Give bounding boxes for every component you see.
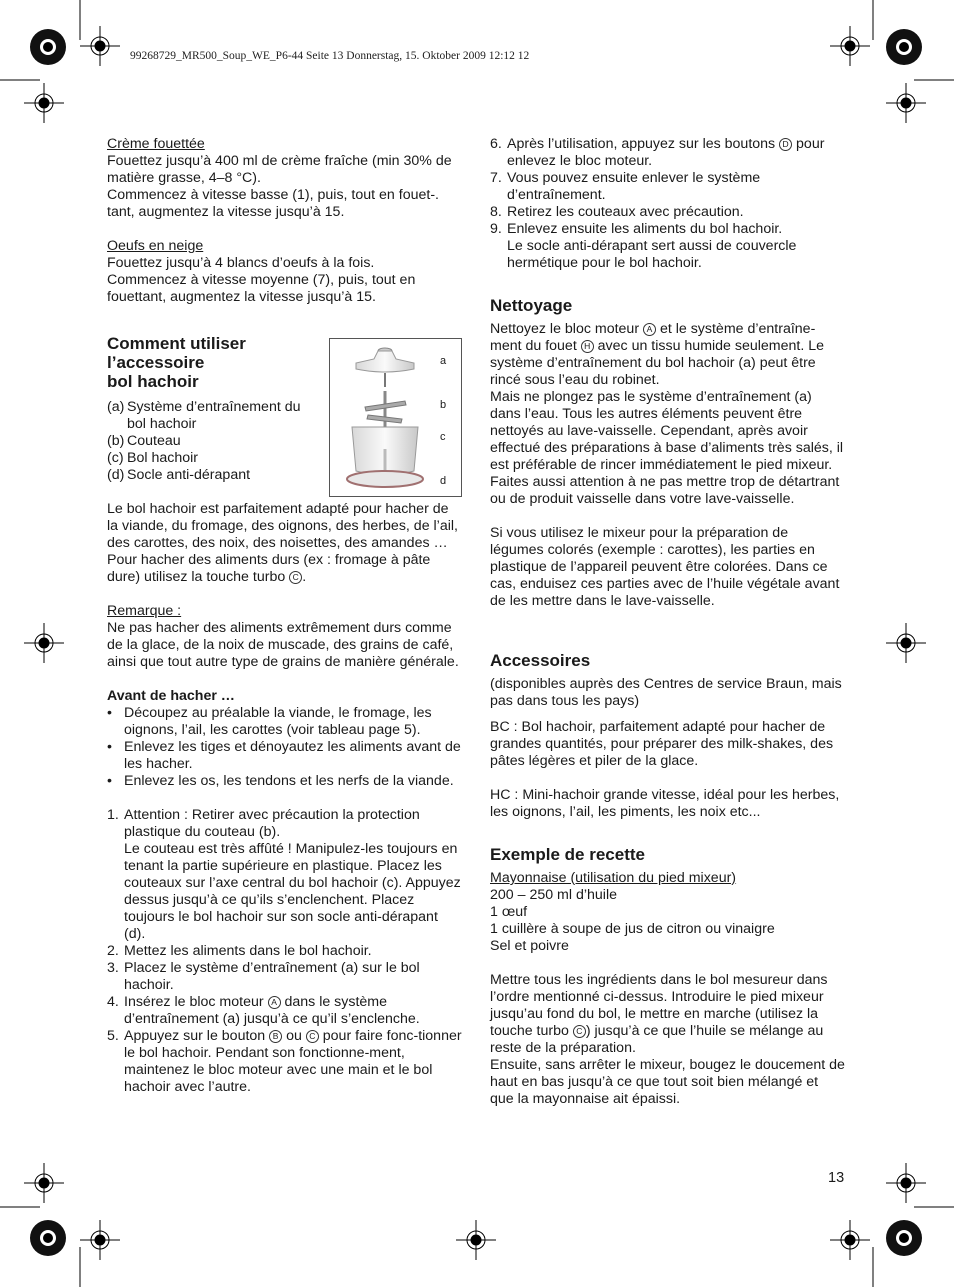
bol-section-heading bbox=[107, 334, 317, 484]
intro-1: Le bol hachoir est parfaitement adapté pour hacher de la viande, du fromage, des oignons, des herbes, de l’ail, des carottes, des noix, des noisettes, des amandes … bbox=[107, 501, 458, 551]
avant-title: Avant de hacher … bbox=[107, 688, 235, 704]
creme-title: Crème fouettée bbox=[107, 136, 205, 152]
accessoires-title: Accessoires bbox=[490, 651, 591, 670]
step-9: 9. Enlevez ensuite les aliments du bol hachoir. Le socle anti-dérapant sert aussi de couvercle hermétique pour le bol hachoir. bbox=[490, 221, 797, 271]
ingredient-3: 1 cuillère à soupe de jus de citron ou vinaigre bbox=[490, 921, 775, 937]
step-7: 7. Vous pouvez ensuite enlever le système d’entraînement. bbox=[490, 170, 761, 203]
button-c-symbol: C bbox=[306, 1030, 319, 1043]
nettoyage-title: Nettoyage bbox=[490, 296, 573, 315]
step-1: 1. Attention : Retirer avec précaution la protection plastique du couteau (b). Le couteau est très affûté ! Manipulez-les toujours en tenant la partie supérieure en plastique. Placez les couteaux sur l’axe central du bol hachoir (c). Appuyez dessus jusqu’à ce qu’ils s’enclenchent. Placez toujours le bol hachoir sur son socle anti-dérapant (d). bbox=[107, 807, 461, 942]
step-3: 3. Placez le système d’entraînement (a) sur le bol hachoir. bbox=[107, 960, 420, 993]
recette-1: Mettre tous les ingrédients dans le bol mesureur dans l’ordre mentionné ci-dessus. Introduire le pied mixeur jusqu’au fond du bol, le mettre en marche (utilisez la touche turbo C ) jusqu’à ce que l’huile se mélange au reste de la préparation. bbox=[490, 972, 828, 1056]
fig-label-d: d bbox=[440, 475, 447, 487]
recette-subtitle: Mayonnaise (utilisation du pied mixeur) bbox=[490, 870, 737, 886]
step-5: 5. Appuyez sur le bouton B ou C pour faire fonc-tionner le bol hachoir. Pendant son fonctionne-ment, maintenez le bloc moteur avec une main et le bol hachoir avec l’autre. bbox=[107, 1028, 462, 1095]
page-number: 13 bbox=[828, 1170, 845, 1186]
button-h-symbol: H bbox=[581, 340, 594, 353]
oeufs-title: Oeufs en neige bbox=[107, 238, 204, 254]
step-4: 4. Insérez le bloc moteur A dans le système d’entraînement (a) jusqu’à ce qu’il s’enclenche. bbox=[107, 994, 420, 1027]
bol-title-line-3: bol hachoir bbox=[107, 372, 199, 391]
bol-title-line-1: Comment utiliser bbox=[107, 334, 246, 353]
ingredient-4: Sel et poivre bbox=[490, 938, 569, 954]
chopper-figure bbox=[329, 338, 462, 497]
file-header: 99268729_MR500_Soup_WE_P6-44 Seite 13 Donnerstag, 15. Oktober 2009 12:12 12 bbox=[130, 50, 530, 62]
right-column bbox=[490, 136, 845, 1108]
fig-label-c: c bbox=[440, 431, 446, 443]
creme-body-1: Fouettez jusqu’à 400 ml de crème fraîche (min 30% de matière grasse, 4–8 °C). bbox=[107, 153, 452, 186]
part-b: (b) Couteau bbox=[107, 433, 181, 449]
bullet-2: • Enlevez les tiges et dénoyautez les aliments avant de les hacher. bbox=[107, 739, 461, 772]
oeufs-body-1: Fouettez jusqu’à 4 blancs d’oeufs à la fois. bbox=[107, 255, 375, 271]
button-c-symbol: C bbox=[289, 571, 302, 584]
fig-label-a: a bbox=[440, 355, 447, 367]
creme-body-2: Commencez à vitesse basse (1), puis, tout en fouet-. tant, augmentez la vitesse jusqu’à 15. bbox=[107, 187, 439, 220]
button-a-symbol: A bbox=[643, 323, 656, 336]
nettoyage-2: Mais ne plongez pas le système d’entraînement (a) dans l’eau. Tous les autres éléments peuvent être nettoyés au lave-vaisselle. Cependant, après avoir effectué des préparations à base d’aliments très salés, il est préférable de rincer immédiatement le pied mixeur. Faites aussi attention à ne pas mettre trop de détartrant ou de produit vaisselle dans votre lave-vaisselle. bbox=[490, 389, 844, 507]
ingredient-2: 1 œuf bbox=[490, 904, 528, 920]
button-b-symbol: B bbox=[269, 1030, 282, 1043]
nettoyage-1: Nettoyez le bloc moteur A et le système d’entraîne-ment du fouet H avec un tissu humide seulement. Le système d’entraînement du bol hachoir (a) peut être rincé sous l’eau du robinet. bbox=[490, 321, 825, 388]
button-c-symbol: C bbox=[573, 1025, 586, 1038]
nettoyage-3: Si vous utilisez le mixeur pour la préparation de légumes colorés (exemple : carottes), les parties en plastique de l’appareil peuvent être colorées. Dans ce cas, enduisez ces parties avec de l’huile végétale avant de les mettre dans le lave-vaisselle. bbox=[490, 525, 840, 609]
fig-label-b: b bbox=[440, 399, 447, 411]
bol-title-line-2: l’accessoire bbox=[107, 353, 205, 372]
part-a: (a) Système d’entraînement du bol hachoir bbox=[107, 399, 301, 432]
left-column-lower bbox=[107, 501, 462, 1096]
accessoires-intro: (disponibles auprès des Centres de service Braun, mais pas dans tous les pays) bbox=[490, 676, 842, 709]
remarque-body: Ne pas hacher des aliments extrêmement durs comme de la glace, de la noix de muscade, des grains de café, ainsi que tout autre type de grains de manière générale. bbox=[107, 620, 459, 670]
button-a-symbol: A bbox=[268, 996, 281, 1009]
accessoires-bc: BC : Bol hachoir, parfaitement adapté pour hacher de grandes quantités, pour préparer des milk-shakes, des pâtes légères et piler de la glace. bbox=[490, 719, 834, 769]
remarque-title: Remarque : bbox=[107, 603, 182, 619]
ingredient-1: 200 – 250 ml d’huile bbox=[490, 887, 617, 903]
oeufs-body-2: Commencez à vitesse moyenne (7), puis, tout en fouettant, augmentez la vitesse jusqu’à 15. bbox=[107, 272, 416, 305]
step-2: 2. Mettez les aliments dans le bol hachoir. bbox=[107, 943, 372, 959]
accessoires-hc: HC : Mini-hachoir grande vitesse, idéal pour les herbes, les oignons, l’ail, les piments, les noix etc... bbox=[490, 787, 840, 820]
bullet-1: • Découpez au préalable la viande, le fromage, les oignons, l’ail, les carottes (voir tableau page 5). bbox=[107, 705, 432, 738]
step-6: 6. Après l’utilisation, appuyez sur les boutons D pour enlevez le bloc moteur. bbox=[490, 136, 825, 169]
recette-title: Exemple de recette bbox=[490, 845, 645, 864]
part-d: (d) Socle anti-dérapant bbox=[107, 467, 251, 483]
step-8: 8. Retirez les couteaux avec précaution. bbox=[490, 204, 744, 220]
recette-2: Ensuite, sans arrêter le mixeur, bougez le doucement de haut en bas jusqu’à ce que tout soit bien mélangé et que la mayonnaise ait épaissi. bbox=[490, 1057, 845, 1107]
button-d-symbol: D bbox=[779, 138, 792, 151]
bullet-3: • Enlevez les os, les tendons et les nerfs de la viande. bbox=[107, 773, 454, 789]
left-column bbox=[107, 136, 462, 306]
part-c: (c) Bol hachoir bbox=[107, 450, 198, 466]
intro-2: Pour hacher des aliments durs (ex : fromage à pâte dure) utilisez la touche turbo C . bbox=[107, 552, 431, 585]
